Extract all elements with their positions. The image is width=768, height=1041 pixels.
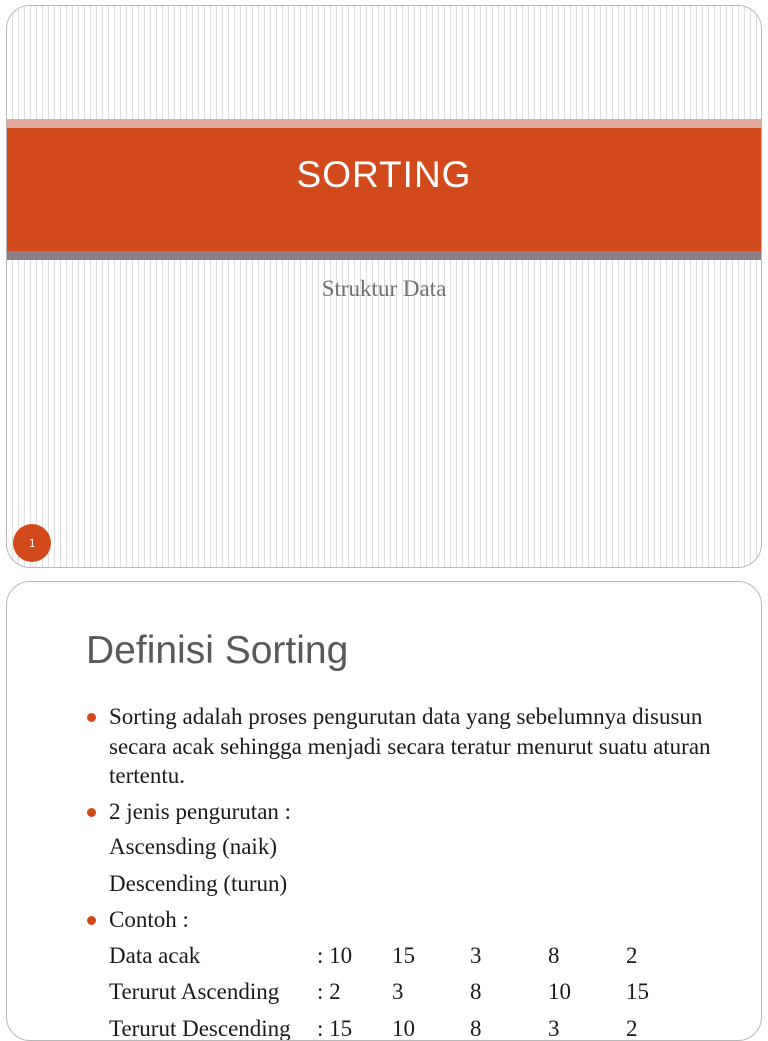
- title-accent-band: [7, 119, 761, 128]
- title-divider-band: [7, 251, 761, 260]
- table-cell: 3: [470, 941, 548, 978]
- table-cell: 10: [392, 1014, 470, 1041]
- row-label: Terurut Ascending: [109, 977, 317, 1014]
- row-label: Data acak: [109, 941, 317, 978]
- slide-heading: Definisi Sorting: [86, 629, 348, 673]
- bullet-example: Contoh :: [87, 905, 731, 935]
- example-table: [109, 941, 649, 1041]
- table-cell: 2: [626, 941, 649, 978]
- table-cell: : 10: [317, 941, 392, 978]
- sort-type-descending: Descending (turun): [87, 869, 731, 899]
- table-row: [109, 977, 649, 1014]
- table-cell: 15: [392, 941, 470, 978]
- table-row: [109, 941, 649, 978]
- table-cell: : 15: [317, 1014, 392, 1041]
- table-cell: 3: [548, 1014, 626, 1041]
- table-cell: : 2: [317, 977, 392, 1014]
- table-row: [109, 1014, 649, 1041]
- slide-title: SORTING: [297, 154, 472, 196]
- table-cell: 8: [548, 941, 626, 978]
- table-cell: 8: [470, 1014, 548, 1041]
- bullet-sort-types: 2 jenis pengurutan :: [87, 797, 731, 827]
- slide-subtitle: Struktur Data: [7, 276, 761, 302]
- row-label: Terurut Descending: [109, 1014, 317, 1041]
- sort-type-ascending: Ascensding (naik): [87, 832, 731, 862]
- definition-slide: [6, 581, 762, 1041]
- table-cell: 2: [626, 1014, 649, 1041]
- table-cell: 15: [626, 977, 649, 1014]
- table-cell: 10: [548, 977, 626, 1014]
- table-cell: 3: [392, 977, 470, 1014]
- slide-number-badge: 1: [13, 524, 51, 562]
- title-slide: [6, 5, 762, 568]
- slide-body: [87, 702, 731, 1041]
- bullet-definition: Sorting adalah proses pengurutan data yang sebelumnya disusun secara acak sehingga menjadi secara teratur menurut suatu aturan tertentu.: [87, 702, 731, 791]
- title-banner: [7, 128, 761, 251]
- table-cell: 8: [470, 977, 548, 1014]
